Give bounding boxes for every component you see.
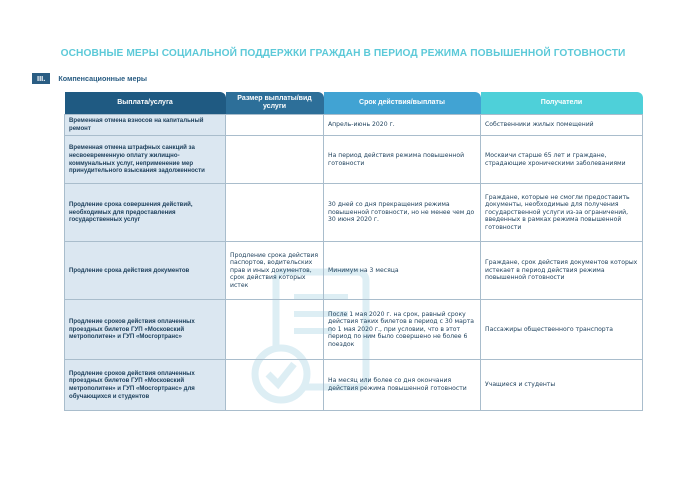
cell-term: Минимум на 3 месяца	[324, 242, 481, 300]
cell-service: Временная отмена штрафных санкций за несвоевременную оплату жилищно-коммунальных услуг, неприменение мер принудительного взыскания задолженности	[65, 136, 226, 184]
cell-amount	[226, 360, 324, 411]
cell-recipients: Граждане, срок действия документов которых истекает в период действия режима повышенной готовности	[481, 242, 643, 300]
cell-term: На период действия режима повышенной готовности	[324, 136, 481, 184]
cell-term: Апрель-июнь 2020 г.	[324, 115, 481, 136]
header-amount: Размер выплаты/вид услуги	[226, 92, 324, 115]
header-service: Выплата/услуга	[65, 92, 226, 115]
header-recipients: Получатели	[481, 92, 643, 115]
cell-amount	[226, 300, 324, 360]
cell-term: 30 дней со дня прекращения режима повышенной готовности, но не менее чем до 30 июня 2020 г.	[324, 184, 481, 242]
cell-recipients: Пассажиры общественного транспорта	[481, 300, 643, 360]
page-title: ОСНОВНЫЕ МЕРЫ СОЦИАЛЬНОЙ ПОДДЕРЖКИ ГРАЖДАН В ПЕРИОД РЕЖИМА ПОВЫШЕННОЙ ГОТОВНОСТИ	[60, 48, 626, 59]
cell-amount	[226, 184, 324, 242]
cell-recipients: Москвичи старше 65 лет и граждане, страдающие хроническими заболеваниями	[481, 136, 643, 184]
cell-amount	[226, 115, 324, 136]
cell-recipients: Собственники жилых помещений	[481, 115, 643, 136]
table-row	[65, 184, 643, 242]
section-header	[32, 72, 147, 84]
cell-service: Продление срока совершения действий, необходимых для предоставления государственных услуг	[65, 184, 226, 242]
table-row	[65, 136, 643, 184]
cell-recipients: Учащиеся и студенты	[481, 360, 643, 411]
cell-service: Продление срока действия документов	[65, 242, 226, 300]
cell-amount: Продление срока действия паспортов, водительских прав и иных документов, срок действия которых истек	[226, 242, 324, 300]
table-header-row	[65, 92, 643, 115]
cell-service: Продление сроков действия оплаченных проездных билетов ГУП «Московский метрополитен» и ГУП «Мосгортранс» для обучающихся и студентов	[65, 360, 226, 411]
cell-service: Временная отмена взносов на капитальный ремонт	[65, 115, 226, 136]
table-row	[65, 360, 643, 411]
table-row	[65, 115, 643, 136]
section-number: III.	[32, 73, 50, 84]
header-term: Срок действия/выплаты	[324, 92, 481, 115]
table-row	[65, 242, 643, 300]
measures-table	[64, 92, 643, 411]
cell-service: Продление сроков действия оплаченных проездных билетов ГУП «Московский метрополитен» и ГУП «Мосгортранс»	[65, 300, 226, 360]
cell-term: После 1 мая 2020 г. на срок, равный сроку действия таких билетов в период с 30 марта по 1 мая 2020 г., при условии, что в этот период по ним было совершено не более 6 поездок	[324, 300, 481, 360]
cell-amount	[226, 136, 324, 184]
cell-term: На месяц или более со дня окончания действия режима повышенной готовности	[324, 360, 481, 411]
cell-recipients: Граждане, которые не смогли предоставить документы, необходимые для получения государственной услуги из-за ограничений, введенных в рамках режима повышенной готовности	[481, 184, 643, 242]
table-row	[65, 300, 643, 360]
section-title: Компенсационные меры	[58, 73, 147, 83]
